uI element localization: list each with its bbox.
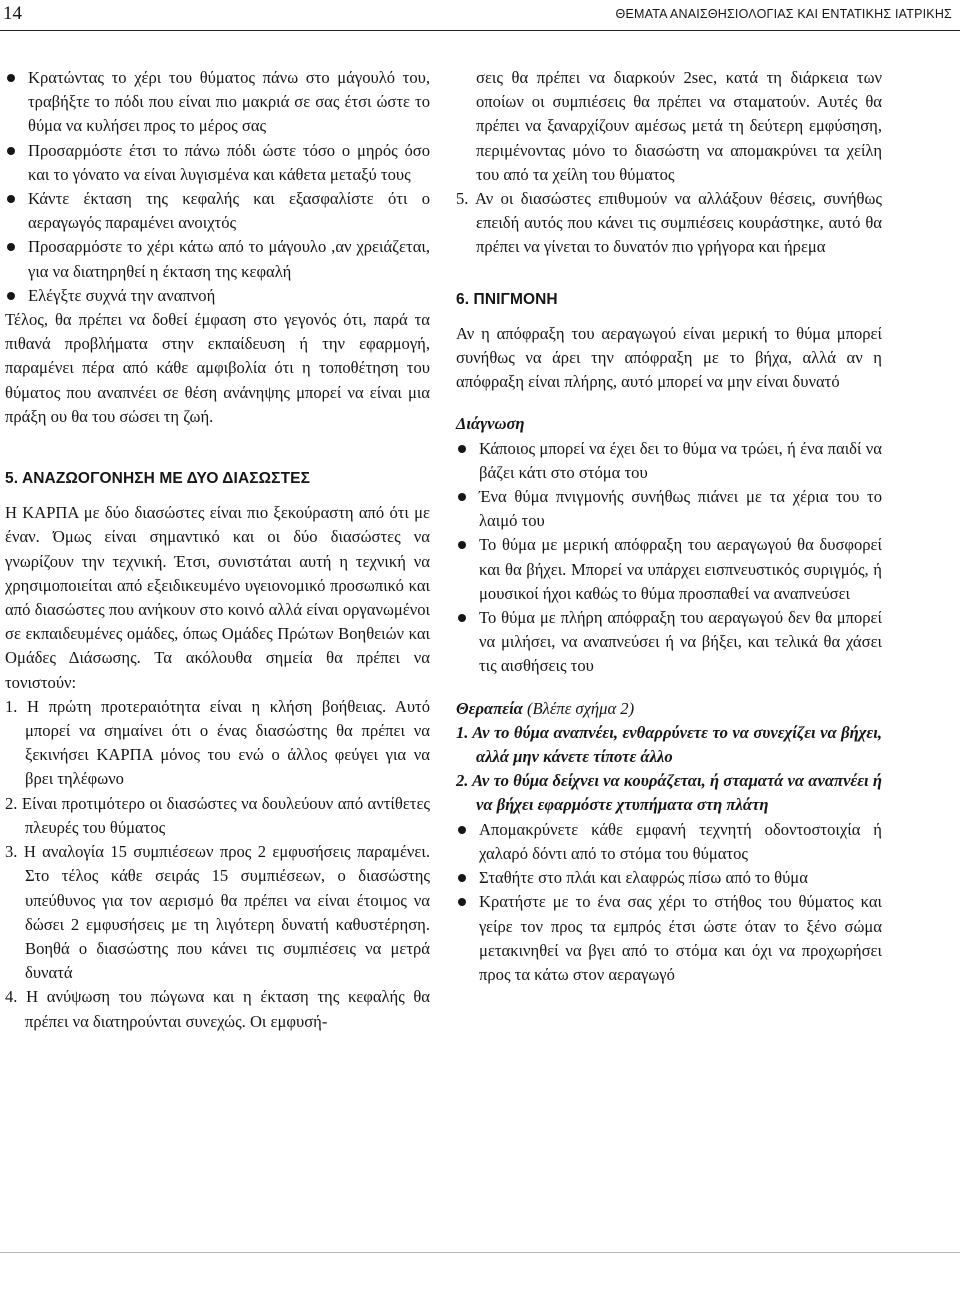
section-heading: 5. ΑΝΑΖΩΟΓΟΝΗΣΗ ΜΕ ΔΥΟ ΔΙΑΣΩΣΤΕΣ bbox=[5, 470, 310, 488]
numbered-item: 1. Αν το θύμα αναπνέει, ενθαρρύνετε το να συνεχίζει να βήχει, αλλά μην κάνετε τίποτε άλλο bbox=[456, 722, 882, 767]
numbered-item: 2. Αν το θύμα δείχνει να κουράζεται, ή σταματά να αναπνέει ή να βήχει εφαρμόστε χτυπήματα στη πλάτη bbox=[456, 771, 882, 815]
numbered-item: 1. Η πρώτη προτεραιότητα είναι η κλήση βοήθειας. Αυτό μπορεί να σημαίνει ότι ο ένας διασώστης θα πρέπει να ξεκινήσει ΚΑΡΠΑ μόνος του ενώ ο άλλος φεύγει για να βρει τηλέφωνο bbox=[5, 696, 430, 789]
list-item: Κρατήστε με το ένα σας χέρι το στήθος του θύματος και γείρε τον προς τα εμπρός έτσι ώστε όταν το ξένο σώμα μετακινηθεί να βγει από το στόμα και όχι να προχωρήσει προς τα κάτω στον αεραγωγό bbox=[456, 890, 882, 987]
footer-rule bbox=[0, 1252, 960, 1253]
section-intro: Αν η απόφραξη του αεραγωγού είναι μερική το θύμα μπορεί συνήθως να άρει την απόφραξη με το βήχα, αλλά αν η απόφραξη είναι πλήρης, αυτό μπορεί να μην είναι δυνατό bbox=[456, 323, 882, 392]
therapy-heading bbox=[456, 697, 882, 721]
list-item: Προσαρμόστε έτσι το πάνω πόδι ώστε τόσο ο μηρός όσο και το γόνατο να είναι λυγισμένα και κάθετα μεταξύ τους bbox=[5, 139, 430, 187]
list-item: Ένα θύμα πνιγμονής συνήθως πιάνει με τα χέρια του το λαιμό του bbox=[456, 485, 882, 533]
list-item: Ελέγξτε συχνά την αναπνοή bbox=[5, 284, 430, 308]
list-item: Απομακρύνετε κάθε εμφανή τεχνητή οδοντοστοιχία ή χαλαρό δόντι από το στόμα του θύματος bbox=[456, 818, 882, 866]
header-rule bbox=[0, 30, 960, 31]
therapy-heading-label: Θεραπεία bbox=[456, 698, 523, 718]
list-item: Προσαρμόστε το χέρι κάτω από το μάγουλο ,αν χρειάζεται, για να διατηρηθεί η έκταση της κεφαλή bbox=[5, 235, 430, 283]
therapy-note: (Βλέπε σχήμα 2) bbox=[527, 698, 635, 718]
list-item: Το θύμα με πλήρη απόφραξη του αεραγωγού δεν θα μπορεί να μιλήσει, να αναπνεύσει ή να βήξει, και τελικά θα χάσει τις αισθήσεις του bbox=[456, 606, 882, 679]
numbered-item: 4. Η ανύψωση του πώγωνα και η έκταση της κεφαλής θα πρέπει να διατηρούνται συνεχώς. Οι εμφυσή- bbox=[5, 987, 430, 1031]
left-column bbox=[5, 66, 430, 1034]
numbered-item: 5. Αν οι διασώστες επιθυμούν να αλλάξουν θέσεις, συνήθως επειδή αυτός που κάνει τις συμπιέσεις κουράστηκε, αυτό θα πρέπει να γίνεται το δυνατόν πιο γρήγορα και ήρεμα bbox=[456, 189, 882, 257]
section-intro: Η ΚΑΡΠΑ με δύο διασώστες είναι πιο ξεκούραστη από ότι με έναν. Όμως είναι σημαντικό και οι δύο διασώστες να γνωρίζουν την τεχνική. Έτσι, συνιστάται αυτή η τεχνική να χρησιμοποιείται από εξειδικευμένο υγειονομικό προσωπικό και από διασώστες που ανήκουν στο κοινό αλλά είναι οργανωμένοι σε εκπαιδευμένες ομάδες, όπως Ομάδες Πρώτων Βοηθειών και Ομάδες Διάσωσης. Τα ακόλουθα σημεία θα πρέπει να τονιστούν: bbox=[5, 503, 430, 692]
numbered-item: 3. Η αναλογία 15 συμπιέσεων προς 2 εμφυσήσεις παραμένει. Στο τέλος κάθε σειράς 15 συμπιέσεων, ο διασώστης υπεύθυνος για τον αερισμό θα πρέπει να είναι έτοιμος να δώσει 2 εμφυσήσεις με τη λιγότερη δυνατή καθυστέρηση. Βοηθά ο διασώστης που κάνει τις συμπιέσεις να μετρά δυνατά bbox=[5, 842, 430, 983]
page-header bbox=[0, 0, 960, 34]
running-head: ΘΕΜΑΤΑ ΑΝΑΙΣΘΗΣΙΟΛΟΓΙΑΣ ΚΑΙ ΕΝΤΑΤΙΚΗΣ ΙΑΤΡΙΚΗΣ bbox=[615, 7, 952, 21]
list-item: Κάποιος μπορεί να έχει δει το θύμα να τρώει, ή ένα παιδί να βάζει κάτι στο στόμα του bbox=[456, 437, 882, 485]
list-item: Σταθήτε στο πλάι και ελαφρώς πίσω από το θύμα bbox=[456, 866, 882, 890]
page-number: 14 bbox=[3, 3, 22, 24]
diagnosis-heading: Διάγνωση bbox=[456, 414, 525, 434]
closing-paragraph: Τέλος, θα πρέπει να δοθεί έμφαση στο γεγονός ότι, παρά τα πιθανά προβλήματα στην εκπαίδευση ή την εφαρμογή, παραμένει πέρα από κάθε αμφιβολία ότι η τοποθέτηση του θύματος που αναπνέει σε θέση ανάνηψης μπορεί να είναι μια πράξη ου θα του σώσει τη ζωή. bbox=[5, 310, 430, 426]
section-heading: 6. ΠΝΙΓΜΟΝΗ bbox=[456, 290, 558, 308]
right-column bbox=[456, 66, 882, 987]
list-item: Το θύμα με μερική απόφραξη του αεραγωγού θα δυσφορεί και θα βήχει. Μπορεί να υπάρχει εισπνευστικός συριγμός, ή μουσικοί ήχοι καθώς το θύμα προσπαθεί να αναπνεύσει bbox=[456, 533, 882, 606]
list-item: Κάντε έκταση της κεφαλής και εξασφαλίστε ότι ο αεραγωγός παραμένει ανοιχτός bbox=[5, 187, 430, 235]
numbered-item: 2. Είναι προτιμότερο οι διασώστες να δουλεύουν από αντίθετες πλευρές του θύματος bbox=[5, 793, 430, 837]
continuation-paragraph: σεις θα πρέπει να διαρκούν 2sec, κατά τη διάρκεια των οποίων οι συμπιέσεις θα πρέπει να σταματούν. Αυτές θα πρέπει να ξαναρχίζουν αμέσως μετά τη δεύτερη εμφύσηση, περιμένοντας μόνο το διασώστη να απομακρύνει τα χείλη του από τα χείλη του θύματος bbox=[476, 68, 882, 184]
list-item: Κρατώντας το χέρι του θύματος πάνω στο μάγουλό του, τραβήξτε το πόδι που είναι πιο μακριά σε σας έτσι ώστε το θύμα να κυλήσει προς το μέρος σας bbox=[5, 66, 430, 139]
